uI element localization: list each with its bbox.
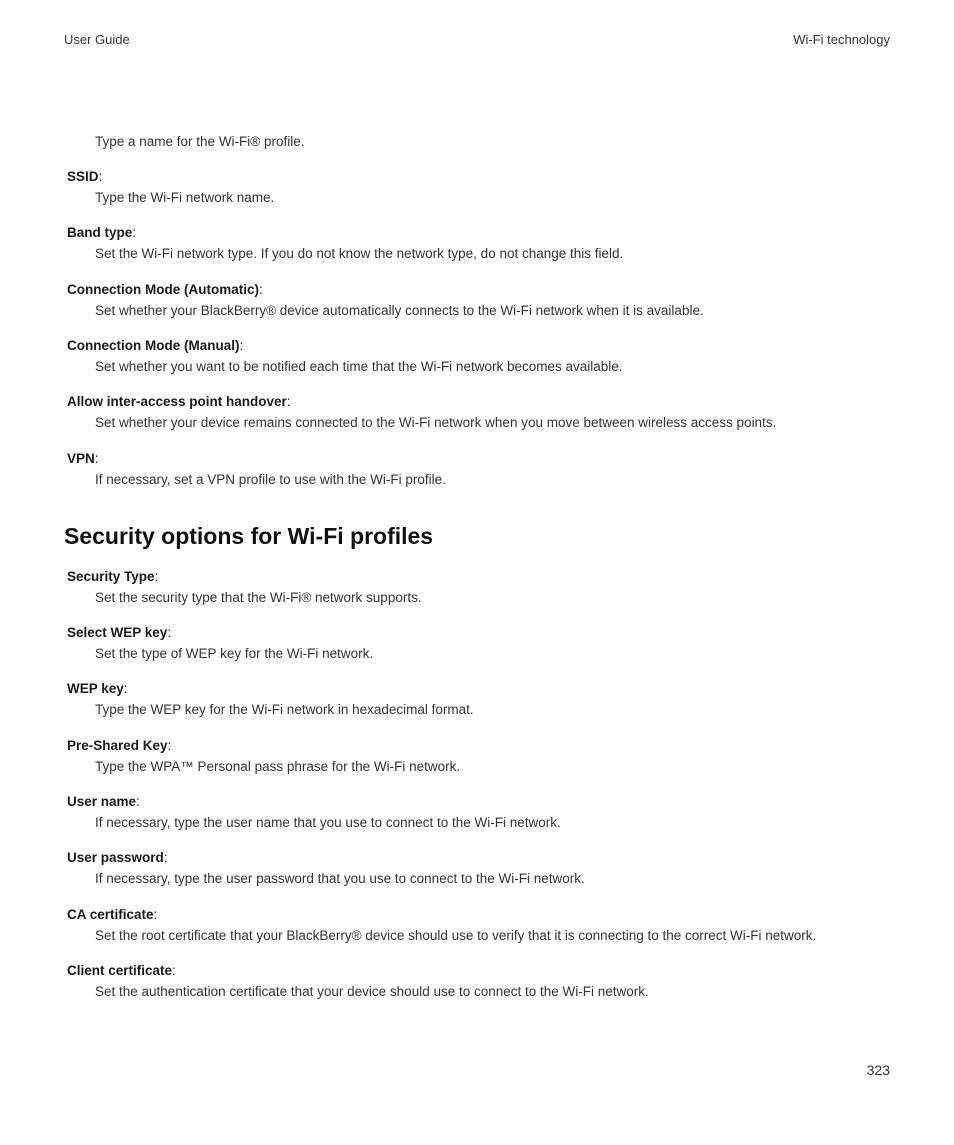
field-entry-band-type [67, 224, 897, 263]
field-term: Select WEP key: [67, 625, 172, 640]
field-term: User name: [67, 794, 140, 809]
profile-name-description: Type a name for the Wi-Fi® profile. [95, 134, 305, 149]
field-entry-vpn [67, 450, 897, 489]
field-term: CA certificate: [67, 907, 158, 922]
field-term: WEP key: [67, 681, 128, 696]
field-term: User password: [67, 850, 168, 865]
field-entry-connection-mode-manual [67, 337, 897, 376]
field-entry-ca-certificate [67, 906, 897, 945]
field-description: Set the authentication certificate that your device should use to connect to the Wi-Fi network. [95, 984, 649, 999]
field-term: Allow inter-access point handover: [67, 394, 291, 409]
field-description: If necessary, set a VPN profile to use with the Wi-Fi profile. [95, 472, 446, 487]
field-entry-wep-key [67, 680, 897, 719]
header-doc-title: User Guide [64, 32, 130, 47]
field-entry-user-password [67, 849, 897, 888]
field-description: Set whether you want to be notified each time that the Wi-Fi network becomes available. [95, 359, 623, 374]
field-description: Set the root certificate that your BlackBerry® device should use to verify that it is connecting to the correct Wi-Fi network. [95, 928, 817, 943]
field-description: Set the security type that the Wi-Fi® network supports. [95, 590, 422, 605]
field-term: Connection Mode (Manual): [67, 338, 244, 353]
page-number: 323 [866, 1062, 890, 1078]
field-term: VPN: [67, 451, 99, 466]
field-description: If necessary, type the user name that you use to connect to the Wi-Fi network. [95, 815, 561, 830]
field-description: Type the WPA™ Personal pass phrase for the Wi-Fi network. [95, 759, 461, 774]
field-term: Client certificate: [67, 963, 176, 978]
field-description: Type the Wi-Fi network name. [95, 190, 275, 205]
page-header [64, 32, 890, 50]
field-entry-connection-mode-automatic [67, 281, 897, 320]
field-term: SSID: [67, 169, 103, 184]
field-description: Set the Wi-Fi network type. If you do not know the network type, do not change this field. [95, 246, 624, 261]
field-description: If necessary, type the user password that you use to connect to the Wi-Fi network. [95, 871, 585, 886]
field-entry-security-type [67, 568, 897, 607]
field-entry-client-certificate [67, 962, 897, 1001]
field-entry-pre-shared-key [67, 737, 897, 776]
field-term: Connection Mode (Automatic): [67, 282, 263, 297]
field-description: Type the WEP key for the Wi-Fi network in hexadecimal format. [95, 702, 474, 717]
field-entry-ssid [67, 168, 897, 207]
field-term: Security Type: [67, 569, 159, 584]
field-entry-user-name [67, 793, 897, 832]
field-description: Set whether your BlackBerry® device automatically connects to the Wi-Fi network when it is available. [95, 303, 704, 318]
field-description: Set whether your device remains connected to the Wi-Fi network when you move between wireless access points. [95, 415, 777, 430]
field-entry-inter-access-point-handover [67, 393, 897, 432]
section-heading: Security options for Wi-Fi profiles [64, 523, 434, 549]
field-description: Set the type of WEP key for the Wi-Fi network. [95, 646, 374, 661]
field-term: Pre-Shared Key: [67, 738, 172, 753]
field-term: Band type: [67, 225, 137, 240]
field-entry-select-wep-key [67, 624, 897, 663]
header-chapter-title: Wi-Fi technology [793, 32, 890, 47]
